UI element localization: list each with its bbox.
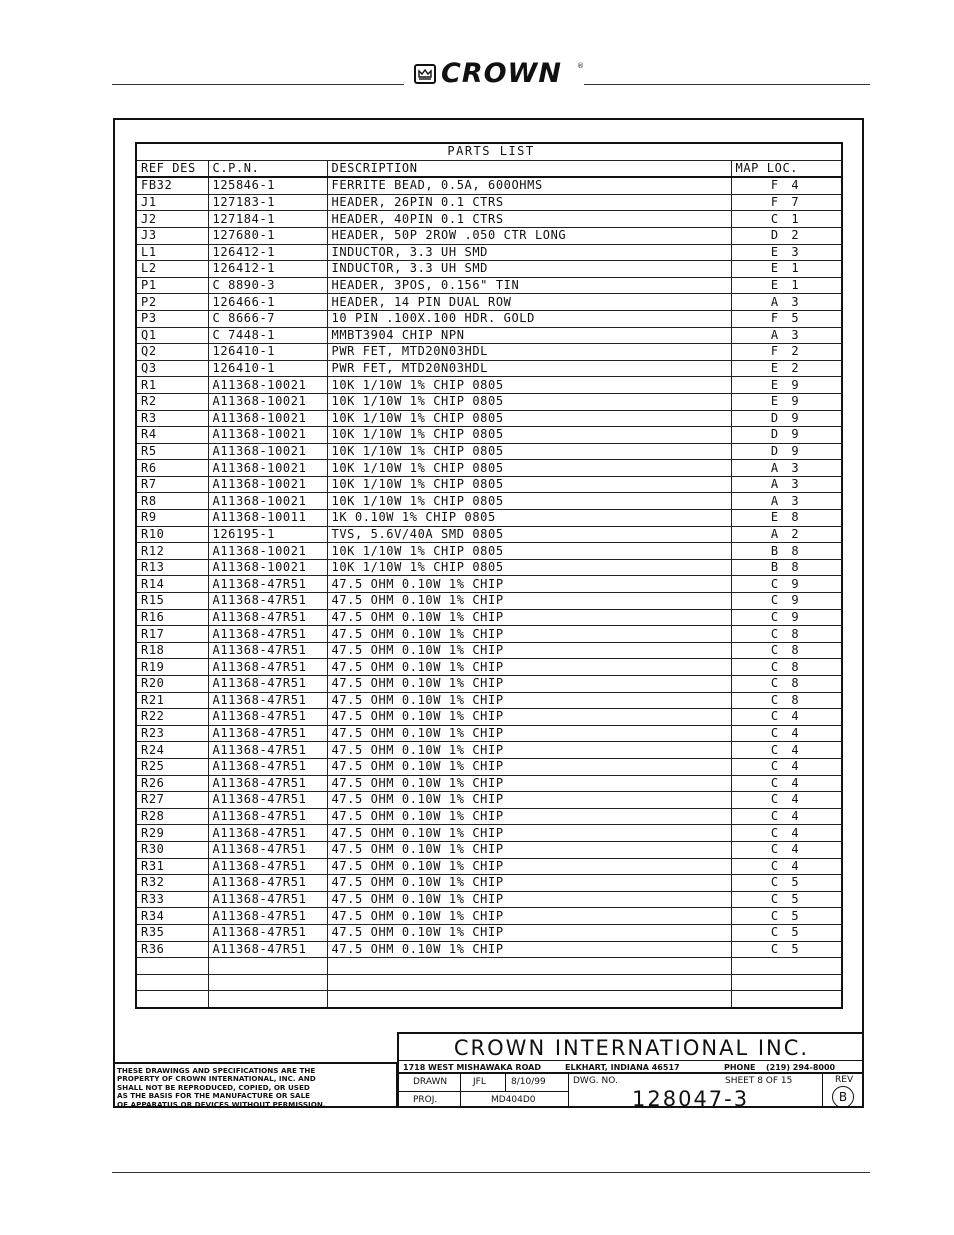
- cpn-cell: A11368-10021: [208, 559, 327, 576]
- cpn-cell: A11368-10021: [208, 393, 327, 410]
- cpn-cell: A11368-47R51: [208, 576, 327, 593]
- table-row: [136, 526, 842, 543]
- cpn-cell: A11368-47R51: [208, 709, 327, 726]
- revision-badge: B: [832, 1086, 854, 1108]
- map-loc-cell: C 8: [731, 676, 842, 693]
- cpn-cell: 125846-1: [208, 177, 327, 194]
- table-row: [136, 924, 842, 941]
- map-loc-cell: E 2: [731, 360, 842, 377]
- map-loc-cell: C 4: [731, 742, 842, 759]
- table-row: [136, 825, 842, 842]
- cpn-cell: A11368-47R51: [208, 841, 327, 858]
- ref-des-cell: R6: [136, 460, 208, 477]
- cpn-cell: A11368-10021: [208, 493, 327, 510]
- ref-des-cell: R12: [136, 543, 208, 560]
- cpn-cell: 126466-1: [208, 294, 327, 311]
- ref-des-cell: R3: [136, 410, 208, 427]
- table-row: [136, 493, 842, 510]
- divider: [822, 1074, 823, 1108]
- table-row: [136, 410, 842, 427]
- description-cell: 47.5 OHM 0.10W 1% CHIP: [327, 808, 731, 825]
- ref-des-cell: R9: [136, 510, 208, 527]
- ref-des-cell: R21: [136, 692, 208, 709]
- ref-des-cell: R5: [136, 443, 208, 460]
- table-row: [136, 294, 842, 311]
- map-loc-cell: C 4: [731, 858, 842, 875]
- map-loc-cell: C 4: [731, 808, 842, 825]
- description-cell: INDUCTOR, 3.3 UH SMD: [327, 261, 731, 278]
- cpn-cell: A11368-10021: [208, 377, 327, 394]
- description-cell: 47.5 OHM 0.10W 1% CHIP: [327, 593, 731, 610]
- cpn-cell: A11368-10021: [208, 427, 327, 444]
- map-loc-cell: C 4: [731, 841, 842, 858]
- table-row: [136, 177, 842, 194]
- cpn-cell: A11368-47R51: [208, 891, 327, 908]
- map-loc-cell: C 5: [731, 891, 842, 908]
- table-row: [136, 626, 842, 643]
- ref-des-cell: Q3: [136, 360, 208, 377]
- registered-mark: ®: [577, 62, 584, 70]
- address-street: 1718 WEST MISHAWAKA ROAD: [403, 1063, 541, 1072]
- dwg-no-label: DWG. NO.: [573, 1076, 618, 1086]
- cpn-cell: A11368-10021: [208, 543, 327, 560]
- cpn-cell: A11368-47R51: [208, 908, 327, 925]
- divider: [399, 1072, 864, 1074]
- description-cell: 10 PIN .100X.100 HDR. GOLD: [327, 310, 731, 327]
- drawing-number: 128047-3: [632, 1087, 750, 1111]
- cpn-cell: A11368-10021: [208, 443, 327, 460]
- table-row: [136, 261, 842, 278]
- table-row: [136, 758, 842, 775]
- map-loc-cell: F 5: [731, 310, 842, 327]
- ref-des-cell: J2: [136, 211, 208, 228]
- cpn-cell: 126195-1: [208, 526, 327, 543]
- cpn-cell: A11368-47R51: [208, 742, 327, 759]
- map-loc-cell: C 4: [731, 725, 842, 742]
- address-city: ELKHART, INDIANA 46517: [565, 1063, 680, 1072]
- description-cell: INDUCTOR, 3.3 UH SMD: [327, 244, 731, 261]
- cpn-cell: A11368-47R51: [208, 808, 327, 825]
- map-loc-cell: [731, 958, 842, 975]
- title-block: [397, 1032, 864, 1111]
- description-cell: 47.5 OHM 0.10W 1% CHIP: [327, 626, 731, 643]
- description-cell: 47.5 OHM 0.10W 1% CHIP: [327, 875, 731, 892]
- description-cell: 47.5 OHM 0.10W 1% CHIP: [327, 692, 731, 709]
- divider: [399, 1060, 864, 1061]
- crown-icon: [414, 64, 436, 84]
- table-row: [136, 360, 842, 377]
- parts-list-body: [136, 177, 842, 1008]
- ref-des-cell: R25: [136, 758, 208, 775]
- description-cell: MMBT3904 CHIP NPN: [327, 327, 731, 344]
- table-row: [136, 958, 842, 975]
- table-row: [136, 841, 842, 858]
- description-cell: 47.5 OHM 0.10W 1% CHIP: [327, 676, 731, 693]
- ref-des-cell: R36: [136, 941, 208, 958]
- description-cell: [327, 991, 731, 1008]
- copyright-notice: THESE DRAWINGS AND SPECIFICATIONS ARE THE PROPERTY OF CROWN INTERNATIONAL, INC. AND SHALL NOT BE REPRODUCED, COPIED, OR USED AS THE BASIS FOR THE MANUFACTURE OR SALE OF APPARATUS OR DEVICES WITHOUT PERMISSION.: [117, 1066, 326, 1109]
- description-cell: 47.5 OHM 0.10W 1% CHIP: [327, 642, 731, 659]
- parts-list-title: PARTS LIST: [136, 143, 842, 160]
- cpn-cell: A11368-47R51: [208, 725, 327, 742]
- description-cell: 47.5 OHM 0.10W 1% CHIP: [327, 709, 731, 726]
- map-loc-cell: A 3: [731, 327, 842, 344]
- cpn-cell: A11368-47R51: [208, 792, 327, 809]
- cpn-cell: A11368-47R51: [208, 941, 327, 958]
- table-row: [136, 792, 842, 809]
- phone-label: PHONE: [724, 1063, 756, 1072]
- crown-logo: [414, 58, 584, 89]
- ref-des-cell: R35: [136, 924, 208, 941]
- table-row: [136, 443, 842, 460]
- table-row: [136, 244, 842, 261]
- cpn-cell: C 8890-3: [208, 277, 327, 294]
- description-cell: [327, 974, 731, 991]
- description-cell: 47.5 OHM 0.10W 1% CHIP: [327, 792, 731, 809]
- description-cell: 10K 1/10W 1% CHIP 0805: [327, 460, 731, 477]
- ref-des-cell: R20: [136, 676, 208, 693]
- cpn-cell: A11368-47R51: [208, 609, 327, 626]
- footer-rule: [112, 1172, 870, 1173]
- table-row: [136, 593, 842, 610]
- map-loc-cell: D 2: [731, 227, 842, 244]
- ref-des-cell: R26: [136, 775, 208, 792]
- ref-des-cell: R24: [136, 742, 208, 759]
- company-name: CROWN INTERNATIONAL INC.: [453, 1036, 810, 1060]
- map-loc-cell: C 5: [731, 941, 842, 958]
- description-cell: 1K 0.10W 1% CHIP 0805: [327, 510, 731, 527]
- cpn-cell: A11368-10021: [208, 410, 327, 427]
- column-header-ref-des: REF DES: [136, 160, 208, 177]
- cpn-cell: C 8666-7: [208, 310, 327, 327]
- table-row: [136, 858, 842, 875]
- table-row: [136, 510, 842, 527]
- ref-des-cell: R34: [136, 908, 208, 925]
- description-cell: PWR FET, MTD20N03HDL: [327, 344, 731, 361]
- table-row: [136, 941, 842, 958]
- ref-des-cell: R16: [136, 609, 208, 626]
- cpn-cell: A11368-47R51: [208, 642, 327, 659]
- ref-des-cell: P3: [136, 310, 208, 327]
- cpn-cell: 127184-1: [208, 211, 327, 228]
- cpn-cell: [208, 958, 327, 975]
- map-loc-cell: E 1: [731, 261, 842, 278]
- cpn-cell: 127680-1: [208, 227, 327, 244]
- ref-des-cell: Q1: [136, 327, 208, 344]
- map-loc-cell: C 9: [731, 576, 842, 593]
- map-loc-cell: [731, 991, 842, 1008]
- description-cell: 47.5 OHM 0.10W 1% CHIP: [327, 941, 731, 958]
- ref-des-cell: R7: [136, 476, 208, 493]
- ref-des-cell: R27: [136, 792, 208, 809]
- table-row: [136, 277, 842, 294]
- description-cell: 10K 1/10W 1% CHIP 0805: [327, 476, 731, 493]
- cpn-cell: A11368-10021: [208, 476, 327, 493]
- cpn-cell: 127183-1: [208, 194, 327, 211]
- ref-des-cell: L2: [136, 261, 208, 278]
- cpn-cell: A11368-10021: [208, 460, 327, 477]
- map-loc-cell: A 3: [731, 476, 842, 493]
- description-cell: 47.5 OHM 0.10W 1% CHIP: [327, 576, 731, 593]
- description-cell: 10K 1/10W 1% CHIP 0805: [327, 393, 731, 410]
- table-row: [136, 808, 842, 825]
- proj-label: PROJ.: [413, 1095, 438, 1105]
- cpn-cell: A11368-47R51: [208, 626, 327, 643]
- ref-des-cell: R2: [136, 393, 208, 410]
- map-loc-cell: E 8: [731, 510, 842, 527]
- drawn-date: 8/10/99: [511, 1077, 546, 1087]
- map-loc-cell: C 8: [731, 642, 842, 659]
- table-row: [136, 194, 842, 211]
- cpn-cell: A11368-47R51: [208, 659, 327, 676]
- cpn-cell: 126412-1: [208, 244, 327, 261]
- cpn-cell: 126410-1: [208, 344, 327, 361]
- table-row: [136, 310, 842, 327]
- table-row: [136, 377, 842, 394]
- cpn-cell: [208, 974, 327, 991]
- drawn-by: JFL: [473, 1077, 486, 1087]
- table-row: [136, 659, 842, 676]
- table-row: [136, 875, 842, 892]
- map-loc-cell: D 9: [731, 443, 842, 460]
- description-cell: 10K 1/10W 1% CHIP 0805: [327, 559, 731, 576]
- table-row: [136, 476, 842, 493]
- table-row: [136, 460, 842, 477]
- description-cell: 47.5 OHM 0.10W 1% CHIP: [327, 742, 731, 759]
- cpn-cell: A11368-47R51: [208, 875, 327, 892]
- description-cell: 47.5 OHM 0.10W 1% CHIP: [327, 908, 731, 925]
- description-cell: HEADER, 3POS, 0.156" TIN: [327, 277, 731, 294]
- table-row: [136, 427, 842, 444]
- table-row: [136, 211, 842, 228]
- map-loc-cell: C 8: [731, 692, 842, 709]
- cpn-cell: A11368-47R51: [208, 825, 327, 842]
- description-cell: 10K 1/10W 1% CHIP 0805: [327, 377, 731, 394]
- table-row: [136, 327, 842, 344]
- cpn-cell: C 7448-1: [208, 327, 327, 344]
- table-row: [136, 991, 842, 1008]
- sheet-number: SHEET 8 OF 15: [725, 1076, 793, 1086]
- description-cell: 47.5 OHM 0.10W 1% CHIP: [327, 825, 731, 842]
- ref-des-cell: P1: [136, 277, 208, 294]
- map-loc-cell: C 5: [731, 875, 842, 892]
- header-rule-right: [584, 84, 870, 85]
- map-loc-cell: E 9: [731, 393, 842, 410]
- table-row: [136, 559, 842, 576]
- ref-des-cell: R29: [136, 825, 208, 842]
- table-row: [136, 642, 842, 659]
- description-cell: HEADER, 50P 2ROW .050 CTR LONG: [327, 227, 731, 244]
- cpn-cell: A11368-47R51: [208, 758, 327, 775]
- ref-des-cell: [136, 958, 208, 975]
- description-cell: 47.5 OHM 0.10W 1% CHIP: [327, 841, 731, 858]
- ref-des-cell: R18: [136, 642, 208, 659]
- ref-des-cell: FB32: [136, 177, 208, 194]
- cpn-cell: [208, 991, 327, 1008]
- cpn-cell: A11368-47R51: [208, 924, 327, 941]
- ref-des-cell: R14: [136, 576, 208, 593]
- cpn-cell: A11368-47R51: [208, 775, 327, 792]
- parts-list-table: [135, 142, 843, 1009]
- description-cell: PWR FET, MTD20N03HDL: [327, 360, 731, 377]
- divider: [399, 1091, 568, 1092]
- cpn-cell: A11368-47R51: [208, 858, 327, 875]
- ref-des-cell: R1: [136, 377, 208, 394]
- map-loc-cell: E 1: [731, 277, 842, 294]
- cpn-cell: A11368-10011: [208, 510, 327, 527]
- map-loc-cell: F 2: [731, 344, 842, 361]
- description-cell: HEADER, 14 PIN DUAL ROW: [327, 294, 731, 311]
- map-loc-cell: A 2: [731, 526, 842, 543]
- table-row: [136, 709, 842, 726]
- map-loc-cell: E 3: [731, 244, 842, 261]
- map-loc-cell: [731, 974, 842, 991]
- map-loc-cell: B 8: [731, 543, 842, 560]
- description-cell: 47.5 OHM 0.10W 1% CHIP: [327, 659, 731, 676]
- table-row: [136, 676, 842, 693]
- proj-value: MD404D0: [491, 1095, 536, 1105]
- map-loc-cell: D 9: [731, 427, 842, 444]
- description-cell: 47.5 OHM 0.10W 1% CHIP: [327, 775, 731, 792]
- phone-number: (219) 294-8000: [766, 1063, 836, 1072]
- map-loc-cell: C 8: [731, 626, 842, 643]
- ref-des-cell: R33: [136, 891, 208, 908]
- map-loc-cell: C 4: [731, 792, 842, 809]
- description-cell: TVS, 5.6V/40A SMD 0805: [327, 526, 731, 543]
- cpn-cell: A11368-47R51: [208, 676, 327, 693]
- table-row: [136, 725, 842, 742]
- ref-des-cell: J1: [136, 194, 208, 211]
- table-row: [136, 891, 842, 908]
- map-loc-cell: A 3: [731, 294, 842, 311]
- ref-des-cell: [136, 991, 208, 1008]
- map-loc-cell: F 7: [731, 194, 842, 211]
- table-row: [136, 344, 842, 361]
- ref-des-cell: R32: [136, 875, 208, 892]
- map-loc-cell: F 4: [731, 177, 842, 194]
- map-loc-cell: C 4: [731, 775, 842, 792]
- map-loc-cell: C 8: [731, 659, 842, 676]
- rev-label: REV: [835, 1075, 854, 1085]
- description-cell: 10K 1/10W 1% CHIP 0805: [327, 493, 731, 510]
- table-row: [136, 908, 842, 925]
- ref-des-cell: R17: [136, 626, 208, 643]
- map-loc-cell: A 3: [731, 493, 842, 510]
- ref-des-cell: R8: [136, 493, 208, 510]
- description-cell: 47.5 OHM 0.10W 1% CHIP: [327, 858, 731, 875]
- column-header-map-loc: MAP LOC.: [731, 160, 842, 177]
- drawn-label: DRAWN: [413, 1077, 448, 1087]
- map-loc-cell: C 9: [731, 593, 842, 610]
- description-cell: 10K 1/10W 1% CHIP 0805: [327, 443, 731, 460]
- ref-des-cell: R15: [136, 593, 208, 610]
- description-cell: 47.5 OHM 0.10W 1% CHIP: [327, 609, 731, 626]
- copyright-notice-box: [113, 1062, 398, 1108]
- map-loc-cell: C 4: [731, 709, 842, 726]
- map-loc-cell: B 8: [731, 559, 842, 576]
- description-cell: 10K 1/10W 1% CHIP 0805: [327, 410, 731, 427]
- divider: [568, 1074, 569, 1108]
- description-cell: HEADER, 40PIN 0.1 CTRS: [327, 211, 731, 228]
- column-header-cpn: C.P.N.: [208, 160, 327, 177]
- table-row: [136, 576, 842, 593]
- map-loc-cell: C 9: [731, 609, 842, 626]
- cpn-cell: A11368-47R51: [208, 593, 327, 610]
- table-row: [136, 974, 842, 991]
- map-loc-cell: D 9: [731, 410, 842, 427]
- column-header-description: DESCRIPTION: [327, 160, 731, 177]
- description-cell: 47.5 OHM 0.10W 1% CHIP: [327, 891, 731, 908]
- description-cell: 47.5 OHM 0.10W 1% CHIP: [327, 758, 731, 775]
- ref-des-cell: J3: [136, 227, 208, 244]
- description-cell: FERRITE BEAD, 0.5A, 600OHMS: [327, 177, 731, 194]
- map-loc-cell: C 4: [731, 758, 842, 775]
- ref-des-cell: R13: [136, 559, 208, 576]
- description-cell: HEADER, 26PIN 0.1 CTRS: [327, 194, 731, 211]
- ref-des-cell: R19: [136, 659, 208, 676]
- ref-des-cell: R31: [136, 858, 208, 875]
- ref-des-cell: R28: [136, 808, 208, 825]
- ref-des-cell: L1: [136, 244, 208, 261]
- table-row: [136, 227, 842, 244]
- map-loc-cell: A 3: [731, 460, 842, 477]
- ref-des-cell: Q2: [136, 344, 208, 361]
- map-loc-cell: C 5: [731, 908, 842, 925]
- table-row: [136, 742, 842, 759]
- ref-des-cell: R23: [136, 725, 208, 742]
- brand-name: CROWN: [441, 58, 562, 89]
- table-row: [136, 775, 842, 792]
- cpn-cell: 126412-1: [208, 261, 327, 278]
- table-row: [136, 692, 842, 709]
- description-cell: [327, 958, 731, 975]
- table-row: [136, 609, 842, 626]
- ref-des-cell: R4: [136, 427, 208, 444]
- table-row: [136, 543, 842, 560]
- header-rule-left: [112, 84, 404, 85]
- description-cell: 10K 1/10W 1% CHIP 0805: [327, 543, 731, 560]
- table-row: [136, 393, 842, 410]
- ref-des-cell: R22: [136, 709, 208, 726]
- map-loc-cell: C 4: [731, 825, 842, 842]
- divider: [505, 1074, 506, 1091]
- description-cell: 10K 1/10W 1% CHIP 0805: [327, 427, 731, 444]
- map-loc-cell: E 9: [731, 377, 842, 394]
- description-cell: 47.5 OHM 0.10W 1% CHIP: [327, 924, 731, 941]
- ref-des-cell: [136, 974, 208, 991]
- ref-des-cell: R30: [136, 841, 208, 858]
- cpn-cell: A11368-47R51: [208, 692, 327, 709]
- map-loc-cell: C 1: [731, 211, 842, 228]
- description-cell: 47.5 OHM 0.10W 1% CHIP: [327, 725, 731, 742]
- ref-des-cell: P2: [136, 294, 208, 311]
- cpn-cell: 126410-1: [208, 360, 327, 377]
- ref-des-cell: R10: [136, 526, 208, 543]
- map-loc-cell: C 5: [731, 924, 842, 941]
